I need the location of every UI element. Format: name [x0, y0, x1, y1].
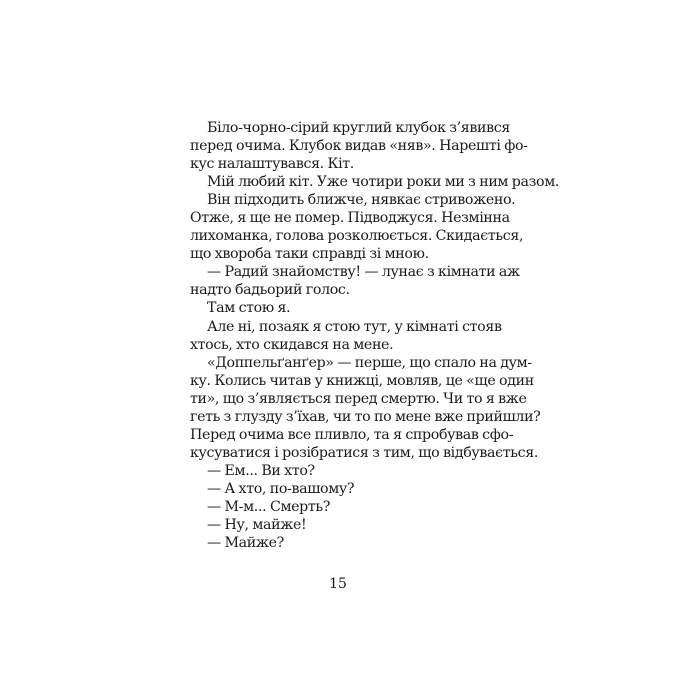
text-line: надто бадьорий голос. — [190, 282, 350, 299]
text-line: Він підходить ближче, нявкає стривожено. — [207, 192, 516, 209]
text-line: — Радий знайомству! — лунає з кімнати аж — [207, 264, 520, 281]
text-line: кусуватися і розібратися з тим, що відбувається. — [190, 444, 538, 461]
dialogue-line: — Ем... Ви хто? — [207, 462, 315, 479]
text-line: Там стою я. — [207, 300, 291, 317]
text-line: лихоманка, голова розколюється. Скидається, — [190, 228, 524, 245]
text-line: «Доппельґанґер» — перше, що спало на дум- — [207, 354, 532, 371]
dialogue-line: — Майже? — [207, 535, 284, 552]
text-line: Перед очима все пливло, та я спробував сфо- — [190, 426, 514, 443]
text-line: ти», що з’являється перед смертю. Чи то я вже — [190, 390, 527, 407]
dialogue-line: — Ну, майже! — [207, 517, 307, 534]
text-line: хтось, хто скидався на мене. — [190, 336, 394, 353]
text-line: Мій любий кіт. Уже чотири роки ми з ним разом. — [207, 174, 560, 191]
page-number: 15 — [329, 576, 347, 592]
dialogue-line: — А хто, по-вашому? — [207, 480, 355, 497]
text-line: Але ні, позаяк я стою тут, у кімнаті стояв — [207, 318, 502, 335]
text-line: ку. Колись читав у книжці, мовляв, це «ще один — [190, 372, 534, 389]
text-line: геть з глузду з’їхав, чи то по мене вже прийшли? — [190, 408, 541, 425]
text-line: Біло-чорно-сірий круглий клубок з’явився — [207, 120, 510, 136]
text-line: кус налаштувався. Кіт. — [190, 156, 354, 173]
text-line: що хвороба таки справді зі мною. — [190, 246, 429, 263]
text-line: Отже, я ще не помер. Підводжуся. Незмінна — [190, 210, 510, 227]
dialogue-line: — М-м... Смерть? — [207, 498, 331, 515]
page-body-text — [190, 119, 560, 552]
text-line: перед очима. Клубок видав «няв». Нарешті фо- — [190, 138, 528, 155]
